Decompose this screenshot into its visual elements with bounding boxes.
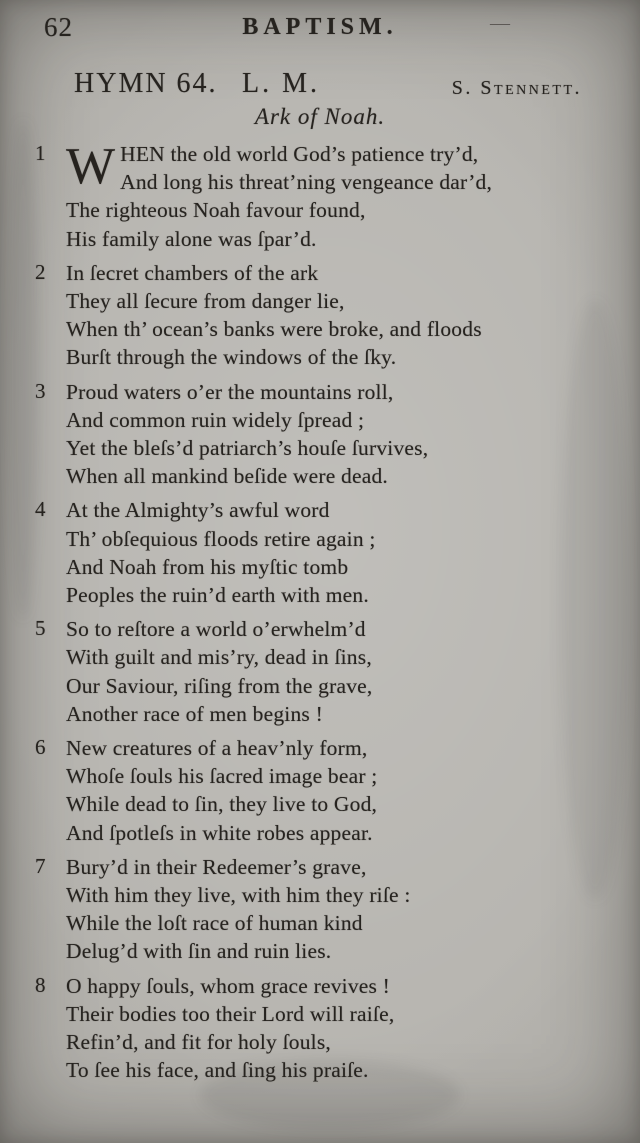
hymn-meter: L. M.	[242, 68, 320, 99]
verse-line: In ſecret chambers of the ark	[66, 260, 319, 285]
verse-line: And common ruin widely ſpread ;	[66, 407, 365, 432]
verse-body	[66, 496, 626, 609]
verse-line: While dead to ſin, they live to God,	[66, 792, 378, 817]
verse-line: Peoples the ruin’d earth with men.	[66, 583, 369, 608]
verse-line: Delug’d with ſin and ruin lies.	[66, 939, 332, 964]
verse-line: While the loſt race of human kind	[66, 911, 363, 936]
verse-number: 5	[35, 616, 46, 641]
verse-line: His family alone was ſpar’d.	[66, 226, 317, 251]
verse-line: With guilt and mis’ry, dead in ſins,	[66, 645, 372, 670]
verse-body	[66, 734, 626, 847]
verse-body	[66, 972, 626, 1085]
verse-line: And Noah from his myſtic tomb	[66, 554, 349, 579]
verse-number: 2	[35, 259, 46, 284]
verse-line: Whoſe ſouls his ſacred image bear ;	[66, 764, 378, 789]
running-head: BAPTISM.	[242, 14, 398, 40]
hymn-author: S. Stennett.	[451, 77, 582, 99]
verse	[35, 972, 626, 1085]
verse-line: At the Almighty’s awful word	[66, 498, 330, 523]
verse-line: To ſee his face, and ſing his praiſe.	[66, 1058, 369, 1083]
verse-line: Another race of men begins !	[66, 701, 323, 726]
verse-body	[66, 259, 626, 372]
verse-line: HEN the old world God’s patience try’d,	[120, 142, 479, 166]
verse-number: 1	[35, 141, 46, 165]
verse-number: 7	[35, 853, 46, 878]
verse-line: Their bodies too their Lord will raiſe,	[66, 1001, 395, 1026]
verse-line: Proud waters o’er the mountains roll,	[66, 379, 394, 404]
page-header	[0, 10, 640, 54]
verse-line: Refin’d, and fit for holy ſouls,	[66, 1030, 331, 1055]
verse-number: 4	[35, 497, 46, 522]
verse-line: With him they live, with him they riſe :	[66, 883, 411, 908]
verse	[35, 378, 626, 491]
verse	[35, 853, 626, 966]
header-dash-mark: —	[490, 12, 510, 34]
verse-line: Bury’d in their Redeemer’s grave,	[66, 854, 367, 879]
verse-body	[66, 140, 626, 253]
verse-body	[66, 378, 626, 491]
drop-cap-letter: W	[66, 138, 116, 195]
verse-line: Burſt through the windows of the ſky.	[66, 345, 397, 370]
verse-line: Yet the bleſs’d patriarch’s houſe ſurvives,	[66, 436, 429, 461]
verse-line: They all ſecure from danger lie,	[66, 289, 345, 314]
verse-line: When all mankind beſide were dead.	[66, 464, 389, 489]
verse-line: When th’ ocean’s banks were broke, and floods	[66, 317, 482, 342]
verse-line: O happy ſouls, whom grace revives !	[66, 973, 391, 998]
verse-number: 3	[35, 378, 46, 403]
hymn-heading: HYMN 64.	[74, 68, 218, 99]
verse-body	[66, 853, 626, 966]
verse-number: 6	[35, 735, 46, 760]
verse	[35, 734, 626, 847]
verse-line: And long his threat’ning vengeance dar’d,	[120, 170, 493, 195]
verse-line: So to reſtore a world o’erwhelm’d	[66, 617, 366, 642]
verse-number: 8	[35, 972, 46, 997]
verse-line: Th’ obſequious floods retire again ;	[66, 526, 376, 551]
verse-body	[66, 615, 626, 728]
verse	[35, 615, 626, 728]
verse-line: Our Saviour, riſing from the grave,	[66, 673, 373, 698]
verse-line: New creatures of a heav’nly form,	[66, 736, 368, 761]
verse	[35, 138, 626, 253]
verse-line: The righteous Noah favour found,	[66, 198, 366, 223]
page-number: 62	[44, 12, 73, 42]
verse-line: And ſpotleſs in white robes appear.	[66, 820, 373, 845]
verse	[35, 259, 626, 372]
hymn-title: Ark of Noah.	[254, 104, 386, 129]
hymn-verses	[35, 138, 626, 1091]
page-stain	[8, 120, 38, 620]
verse	[35, 496, 626, 609]
